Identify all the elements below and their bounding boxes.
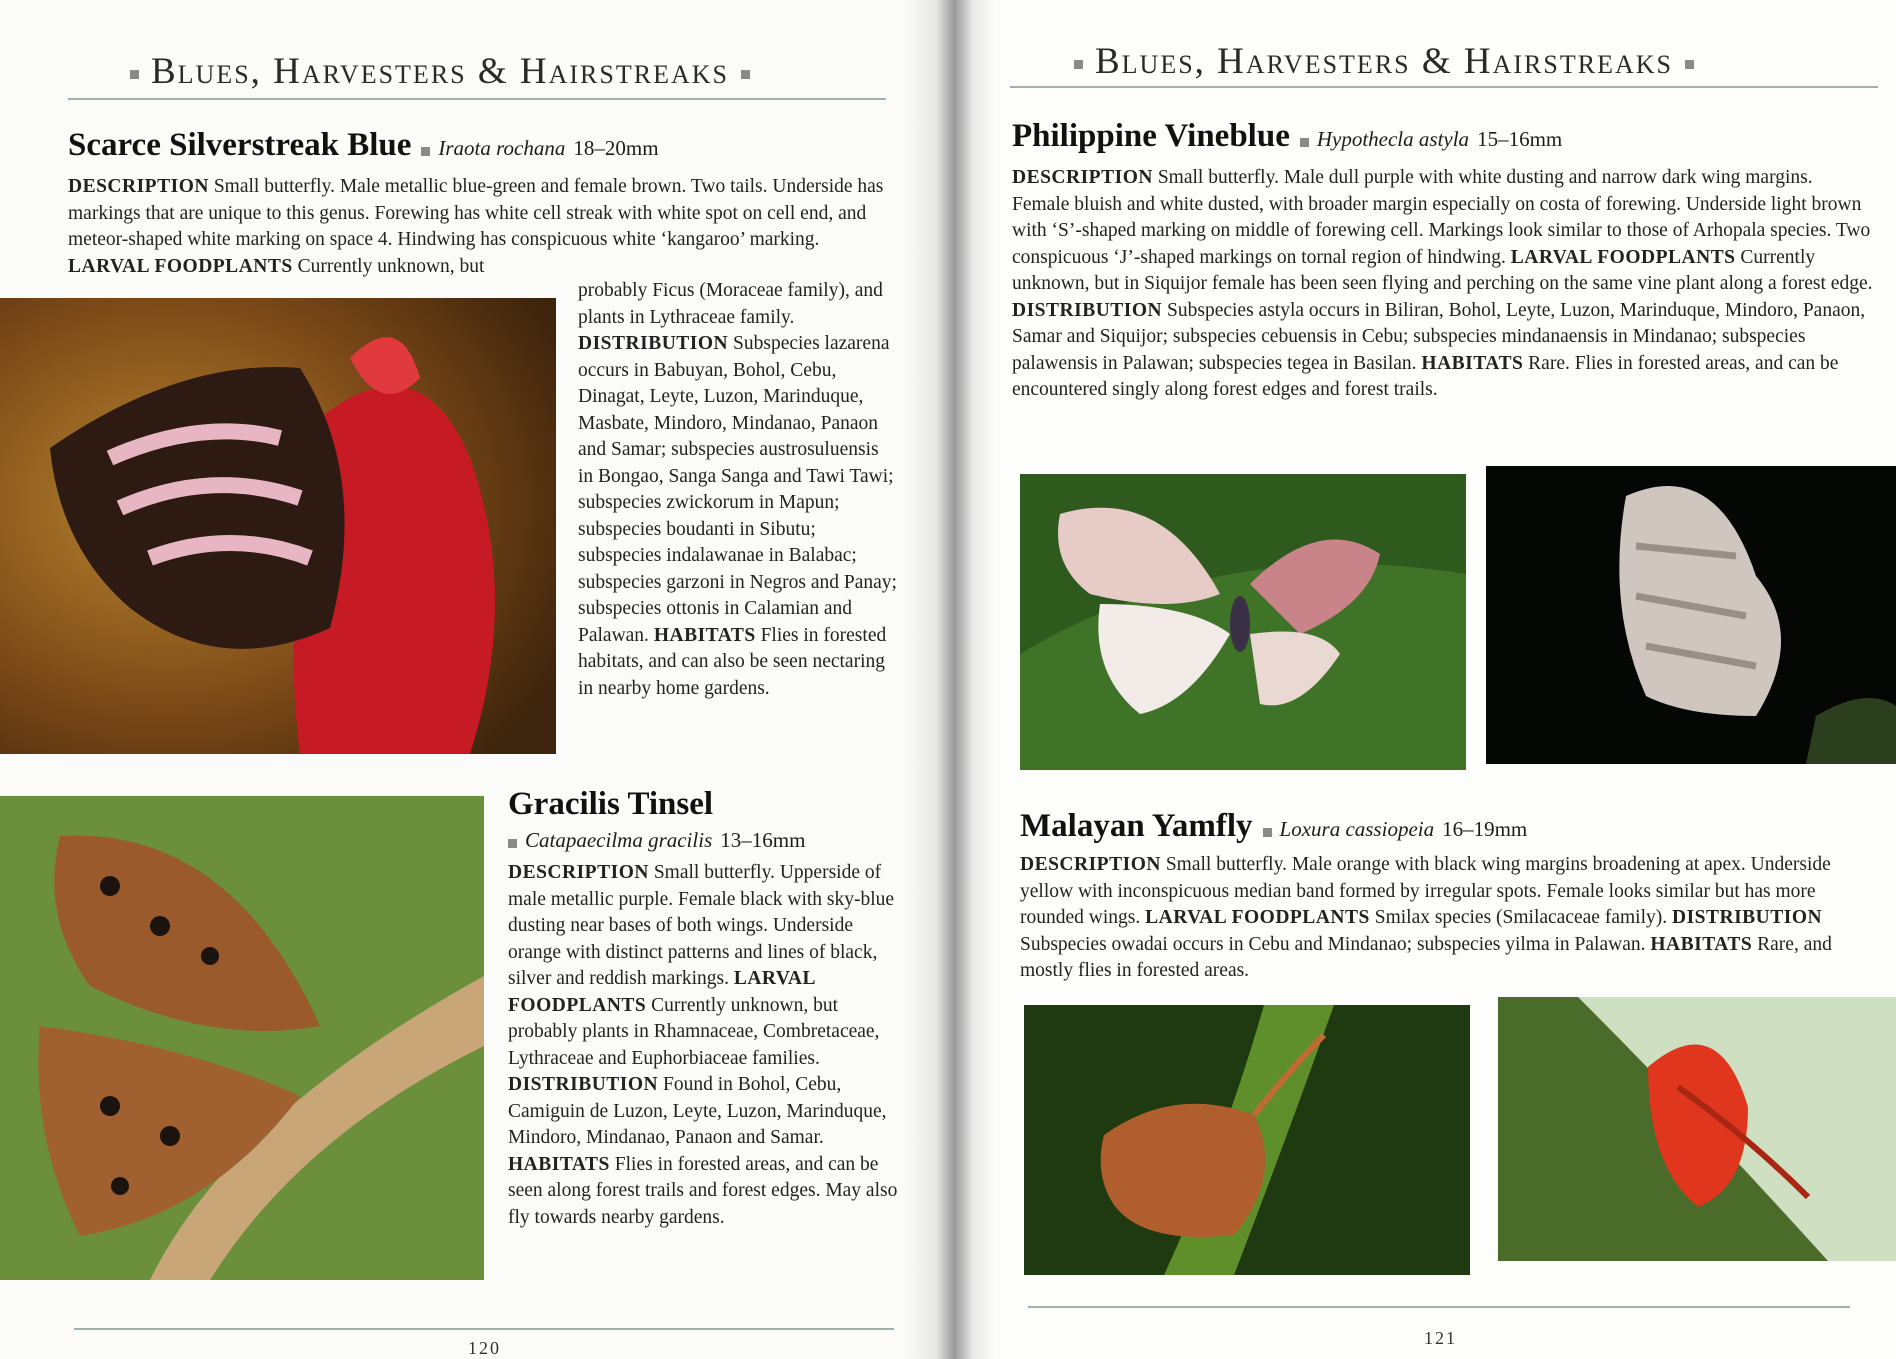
species-latin-name: Hypothecla astyla: [1316, 127, 1470, 151]
distribution-label: DISTRIBUTION: [508, 1074, 659, 1095]
species-heading: [1020, 808, 1527, 845]
habitats-text: Rare. Flies in forested areas, and can be encountered singly along forest edges and forest trails.: [1012, 352, 1839, 400]
species-common-name: Gracilis Tinsel: [508, 786, 714, 822]
species-description: [508, 860, 900, 1231]
running-head: [118, 50, 762, 93]
habitats-label: HABITATS: [1421, 352, 1524, 374]
habitats-label: HABITATS: [653, 624, 756, 646]
footer-rule: [1028, 1306, 1850, 1308]
species-common-name: Scarce Silverstreak Blue: [68, 127, 412, 163]
distribution-text: Subspecies astyla occurs in Biliran, Bohol, Leyte, Luzon, Marinduque, Mindoro, Panaon, Samar and Siquijor; subspecies cebuensis in Cebu; subspecies mindanaensis in Mindanao; subspecies palawensis in Palawan; subspecies tegea in Basilan.: [1012, 299, 1866, 374]
larval-text: Smilax species (Smilacaceae family).: [1374, 907, 1668, 928]
bullet-square-icon: [421, 147, 430, 156]
species-size: 18–20mm: [573, 136, 659, 160]
larval-label: LARVAL FOODPLANTS: [1145, 907, 1370, 928]
species-description: [1012, 165, 1874, 404]
larval-text-end: probably Ficus (Moraceae family), and plants in Lythraceae family.: [578, 280, 883, 328]
species-latin-name: Iraota rochana: [438, 136, 566, 160]
footer-rule: [74, 1328, 894, 1330]
description-label: DESCRIPTION: [1012, 167, 1153, 188]
species-description: [68, 174, 888, 280]
bullet-square-icon: [1300, 138, 1309, 147]
distribution-label: DISTRIBUTION: [578, 333, 729, 354]
description-text: Small butterfly. Male orange with black wing margins broadening at apex. Underside yellow with inconspicuous median band formed by irregular spots. Female looks similar but has more rounded wings.: [1020, 854, 1831, 928]
distribution-text: Subspecies lazarena occurs in Babuyan, Bohol, Cebu, Dinagat, Leyte, Luzon, Marinduque, Masbate, Mindoro, Mindanao, Panaon and Samar; subspecies austrosuluensis in Bongao, Sanga Sanga and Tawi Tawi; subspecies zwickorum in Mapun; subspecies boudanti in Sibutu; subspecies indalawanae in Balabac; subspecies garzoni in Negros and Panay; subspecies ottonis in Calamian and Palawan.: [578, 333, 897, 646]
habitats-text: Flies in forested habitats, and can also be seen nectaring in nearby home gardens.: [578, 624, 887, 699]
distribution-label: DISTRIBUTION: [1012, 299, 1163, 321]
species-size: 13–16mm: [720, 828, 806, 852]
larval-label: LARVAL FOODPLANTS: [68, 255, 293, 277]
larval-label: LARVAL FOODPLANTS: [508, 968, 815, 1016]
butterfly-photo: [1024, 1005, 1470, 1275]
species-heading: [68, 127, 659, 164]
habitats-label: HABITATS: [1650, 933, 1753, 955]
book-gutter: [905, 0, 995, 1359]
description-text: Small butterfly. Upperside of male metallic purple. Female black with sky-blue dusting near bases of both wings. Underside orange with distinct patterns and lines of black, silver and reddish markings.: [508, 862, 895, 989]
distribution-label: DISTRIBUTION: [1671, 907, 1823, 928]
description-text: Small butterfly. Male metallic blue-green and female brown. Two tails. Underside has markings that are unique to this genus. Forewing has white cell streak with white spot on cell end, and meteor-shaped white marking on space 4. Hindwing has conspicuous white ‘kangaroo’ marking.: [68, 176, 884, 250]
page-number: 120: [468, 1338, 501, 1358]
right-page: [952, 0, 1896, 1359]
bullet-square-icon: [741, 70, 750, 79]
habitats-text: Rare, and mostly flies in forested areas.: [1020, 933, 1832, 981]
running-head: [1062, 40, 1706, 83]
page-number: 121: [1424, 1328, 1457, 1348]
habitats-text: Flies in forested areas, and can be seen along forest trails and forest edges. May also fly towards nearby gardens.: [508, 1153, 898, 1228]
running-head-text: Blues, Harvesters & Hairstreaks: [151, 51, 729, 92]
running-head-text: Blues, Harvesters & Hairstreaks: [1095, 41, 1673, 82]
larval-text: Currently unknown, but in Siquijor female has been seen flying and perching on the same vine plant along a forest edge.: [1012, 246, 1873, 294]
species-size: 15–16mm: [1477, 127, 1563, 151]
species-latin-name: Loxura cassiopeia: [1279, 817, 1435, 841]
larval-text: Currently unknown, but probably plants in Rhamnaceae, Combretaceae, Lythraceae and Euphorbiaceae families.: [508, 994, 880, 1069]
species-size: 16–19mm: [1442, 817, 1528, 841]
butterfly-photo: [1486, 466, 1896, 764]
butterfly-photo: [1020, 474, 1466, 770]
butterfly-photo: [0, 298, 556, 754]
description-label: DESCRIPTION: [508, 862, 649, 883]
species-common-name: Malayan Yamfly: [1020, 808, 1253, 844]
butterfly-photo: [1498, 997, 1896, 1261]
species-heading: [1012, 118, 1562, 155]
bullet-square-icon: [1685, 60, 1694, 69]
bullet-square-icon: [130, 70, 139, 79]
description-label: DESCRIPTION: [1020, 854, 1161, 875]
distribution-text: Found in Bohol, Cebu, Camiguin de Luzon, Leyte, Luzon, Marinduque, Mindoro, Mindanao, Panaon and Samar.: [508, 1074, 887, 1148]
species-subheading: [508, 828, 805, 853]
description-text: Small butterfly. Male dull purple with white dusting and narrow dark wing margins. Female bluish and white dusted, with broader margin especially on costa of forewing. Underside light brown with ‘S’-shaped marking on middle of forewing cell. Markings look similar to those of Arhopala species. Two conspicuous ‘J’-shaped markings on tornal region of hindwing.: [1012, 167, 1871, 268]
bullet-square-icon: [508, 839, 517, 848]
description-label: DESCRIPTION: [68, 176, 209, 197]
species-heading: [508, 786, 713, 823]
larval-label: LARVAL FOODPLANTS: [1510, 246, 1736, 268]
species-description: [1020, 852, 1866, 985]
bullet-square-icon: [1263, 828, 1272, 837]
habitats-label: HABITATS: [508, 1153, 610, 1175]
header-rule: [1010, 86, 1878, 88]
larval-text-start: Currently unknown, but: [297, 255, 485, 277]
bullet-square-icon: [1074, 60, 1083, 69]
header-rule: [68, 98, 886, 100]
butterfly-photo: [0, 796, 484, 1280]
distribution-text: Subspecies owadai occurs in Cebu and Mindanao; subspecies yilma in Palawan.: [1020, 933, 1646, 955]
species-description-continued: [578, 278, 898, 702]
species-latin-name: Catapaecilma gracilis: [525, 828, 713, 852]
species-common-name: Philippine Vineblue: [1012, 118, 1290, 154]
